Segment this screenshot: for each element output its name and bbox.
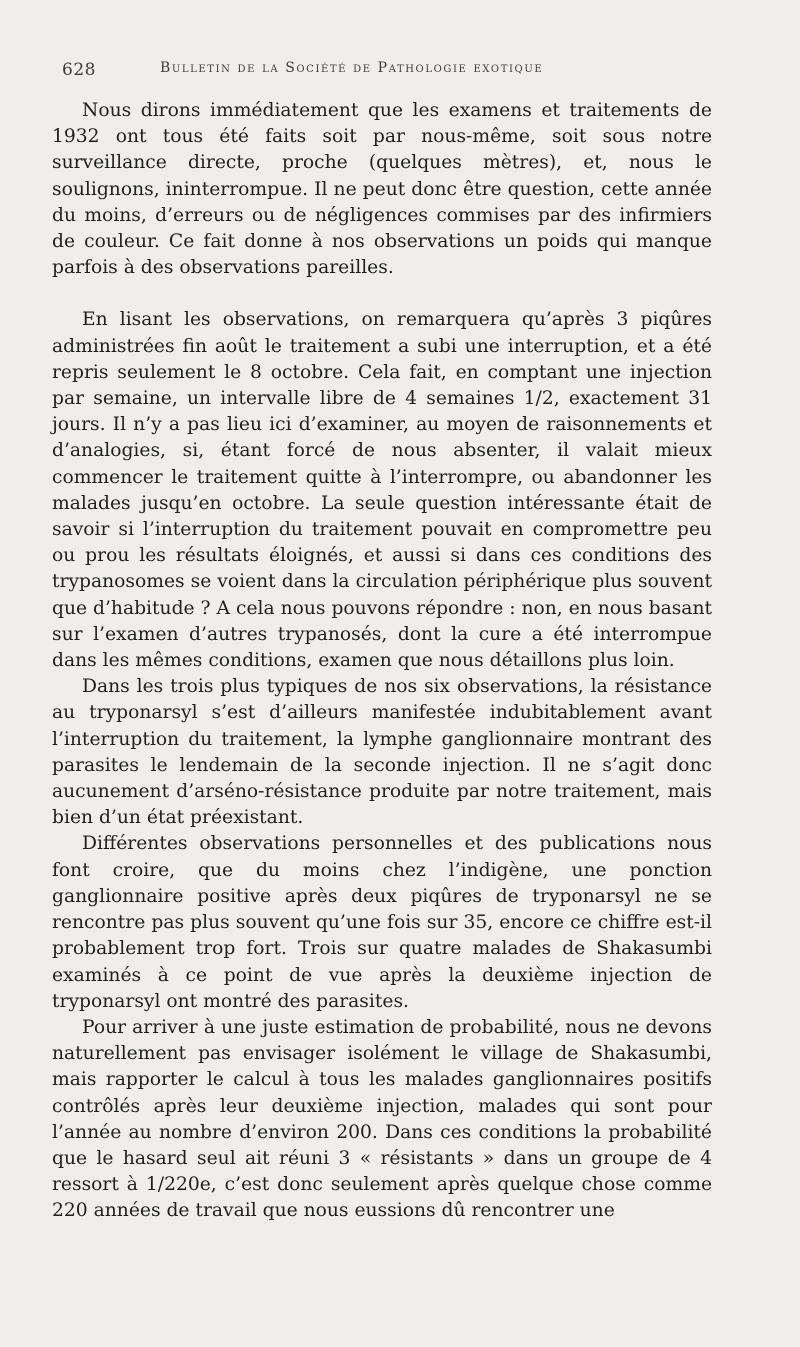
page-header [48, 58, 748, 88]
paragraph-4: Différentes observations personnelles et des publications nous font croire, que du moins chez l’indigène, une ponction ganglionnaire positive après deux piqûres de tryponarsyl ne se rencontre pas plus souvent qu’une fois sur 35, encore ce chiffre est-il probablement trop fort. Trois sur quatre malades de Shakasumbi examinés à ce point de vue après la deuxième injection de tryponarsyl ont montré des parasites. [52, 833, 712, 1012]
paragraph-5: Pour arriver à une juste estimation de probabilité, nous ne devons naturellement pas envisager isolément le village de Shakasumbi, mais rapporter le calcul à tous les malades ganglionnaires positifs contrôlés après leur deuxième injection, malades qui sont pour l’année au nombre d’environ 200. Dans ces conditions la probabilité que le hasard seul ait réuni 3 « résistants » dans un groupe de 4 ressort à 1/220e, c’est donc seulement après quelque chose comme 220 années de travail que nous eussions dû rencontrer une [52, 1016, 712, 1222]
page-number: 628 [62, 60, 96, 80]
paragraph-3: Dans les trois plus typiques de nos six observations, la résistance au tryponarsyl s’est d’ailleurs manifestée indubitablement avant l’interruption du traitement, la lymphe ganglionnaire montrant des parasites le lendemain de la seconde injection. Il ne s’agit donc aucunement d’arséno-résistance produite par notre traitement, mais bien d’un état préexistant. [52, 676, 712, 829]
running-title: Bulletin de la Société de Pathologie exotique [160, 60, 544, 76]
body-text [52, 98, 712, 1225]
paragraph-1: Nous dirons immédiatement que les examens et traitements de 1932 ont tous été faits soit par nous-même, soit sous notre surveillance directe, proche (quelques mètres), et, nous le soulignons, ininterrompue. Il ne peut donc être question, cette année du moins, d’erreurs ou de négligences commises par des infirmiers de couleur. Ce fait donne à nos observations un poids qui manque parfois à des observations pareilles. [52, 100, 712, 279]
paragraph-2: En lisant les observations, on remarquera qu’après 3 piqûres administrées fin août le traitement a subi une interruption, et a été repris seulement le 8 octobre. Cela fait, en comptant une injection par semaine, un intervalle libre de 4 semaines 1/2, exactement 31 jours. Il n’y a pas lieu ici d’examiner, au moyen de raisonnements et d’analogies, si, étant forcé de nous absenter, il valait mieux commencer le traitement quitte à l’interrompre, ou abandonner les malades jusqu’en octobre. La seule question intéressante était de savoir si l’interruption du traitement pouvait en compromettre peu ou prou les résultats éloignés, et aussi si dans ces conditions des trypanosomes se voient dans la circulation périphérique plus souvent que d’habitude ? A cela nous pouvons répondre : non, en nous basant sur l’examen d’autres trypanosés, dont la cure a été interrompue dans les mêmes conditions, examen que nous détaillons plus loin. [52, 309, 712, 672]
